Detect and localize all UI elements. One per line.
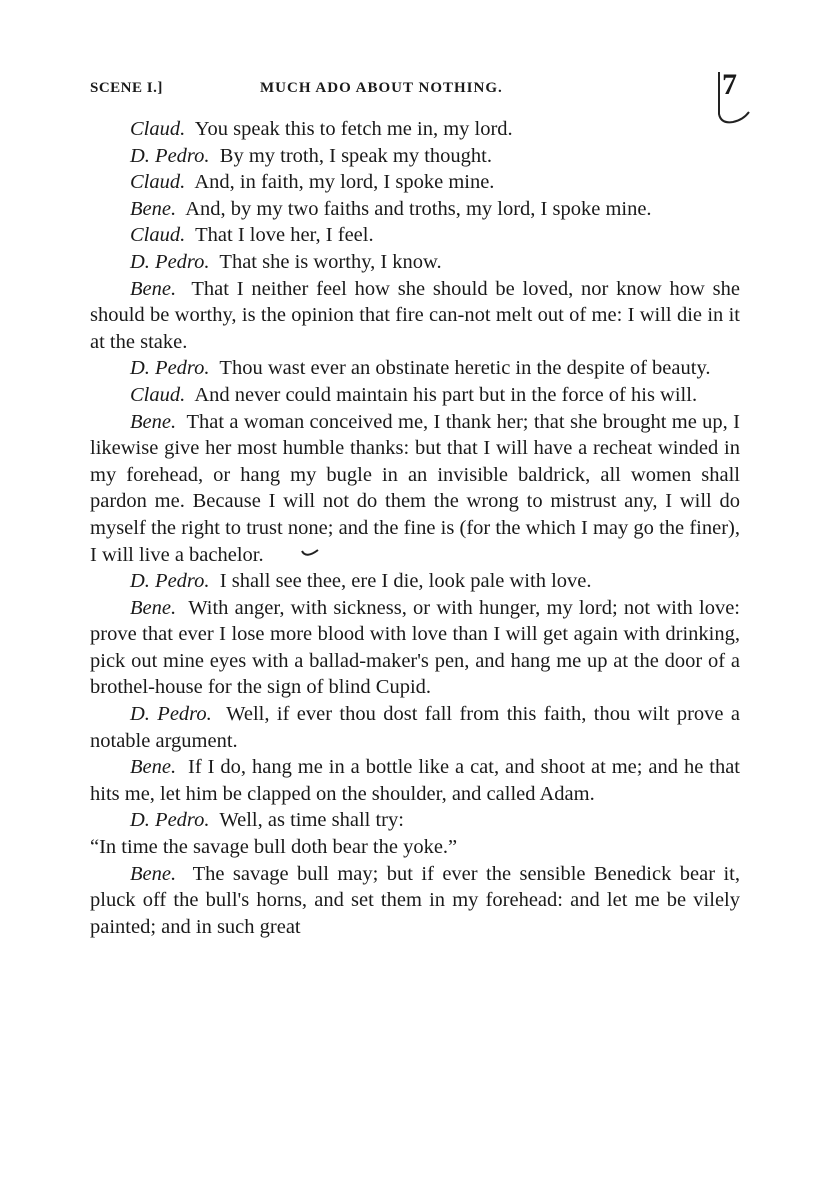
speaker-name: Claud. [130,383,186,406]
speaker-name: Claud. [130,118,186,140]
speech [90,143,740,170]
speaker-name: Bene. [130,862,177,885]
speech [90,222,740,249]
speech-text: That she is worthy, I know. [219,250,442,273]
speaker-name: Bene. [130,197,177,220]
speech-text: Well, as time shall try: [219,809,404,832]
page-header [90,68,750,104]
speech-text: I shall see thee, ere I die, look pale with love. [219,570,592,593]
quoted-verse [90,834,740,861]
speech [90,861,740,941]
speech [90,276,740,356]
page-number: 7 [722,68,737,101]
speech-text: Thou wast ever an obstinate heretic in the despite of beauty. [219,357,711,380]
speech [90,754,740,807]
speech [90,355,740,382]
speech-text: And, by my two faiths and troths, my lord, I spoke mine. [185,197,652,220]
speech-text: If I do, hang me in a bottle like a cat, and shoot at me; and he that hits me, let him be clapped on the shoulder, and called Adam. [90,756,740,805]
speech [90,568,740,595]
speech-text: By my troth, I speak my thought. [219,144,492,167]
speaker-name: Bene. [130,277,177,300]
speaker-name: D. Pedro. [130,250,210,273]
speech [90,409,740,569]
speech [90,169,740,196]
speech [90,249,740,276]
speaker-name: Claud. [130,171,186,194]
speech [90,595,740,701]
speaker-name: Bene. [130,756,177,779]
speech-text: “In time the savage bull doth bear the yoke.” [90,836,458,859]
speech [90,382,740,409]
speaker-name: D. Pedro. [130,809,210,832]
dialogue-text [90,116,740,940]
speech-text: That I neither feel how she should be loved, nor know how she should be worthy, is the opinion that fire can-not melt out of me: I will die in it at the stake. [90,277,740,353]
speech [90,196,740,223]
speech [90,116,740,143]
running-title: MUCH ADO ABOUT NOTHING. [260,80,503,96]
scene-label: SCENE I.] [90,80,163,96]
speech-text: And never could maintain his part but in the force of his will. [194,383,698,406]
speech-text: And, in faith, my lord, I spoke mine. [194,171,495,194]
speaker-name: Claud. [130,224,186,247]
speaker-name: D. Pedro. [130,570,210,593]
speaker-name: Bene. [130,410,177,433]
speech-text: With anger, with sickness, or with hunger, my lord; not with love: prove that ever I lose more blood with love than I will get again with drinking, pick out mine eyes with a ballad-maker's pen, and hang me up at the door of a brothel-house for the sign of blind Cupid. [90,596,740,699]
handwritten-check-mark [300,547,320,561]
speech [90,701,740,754]
speech-text: That I love her, I feel. [195,224,374,247]
speaker-name: D. Pedro. [130,703,212,726]
speech [90,807,740,834]
speaker-name: Bene. [130,596,177,619]
speaker-name: D. Pedro. [130,144,210,167]
speech-text: Well, if ever thou dost fall from this faith, thou wilt prove a notable argument. [90,703,740,752]
speech-text: That a woman conceived me, I thank her; that she brought me up, I likewise give her most humble thanks: but that I will have a recheat winded in my forehead, or hang my bugle in an invisible baldrick, all women shall pardon me. Because I will not do them the wrong to mistrust any, I will do myself the right to trust none; and the fine is (for the which I may go the finer), I will live a bachelor. [90,410,740,566]
speech-text: The savage bull may; but if ever the sensible Benedick bear it, pluck off the bull's horns, and set them in my forehead: and let me be vilely painted; and in such great [90,862,740,938]
speech-text: You speak this to fetch me in, my lord. [194,118,513,140]
speaker-name: D. Pedro. [130,357,210,380]
